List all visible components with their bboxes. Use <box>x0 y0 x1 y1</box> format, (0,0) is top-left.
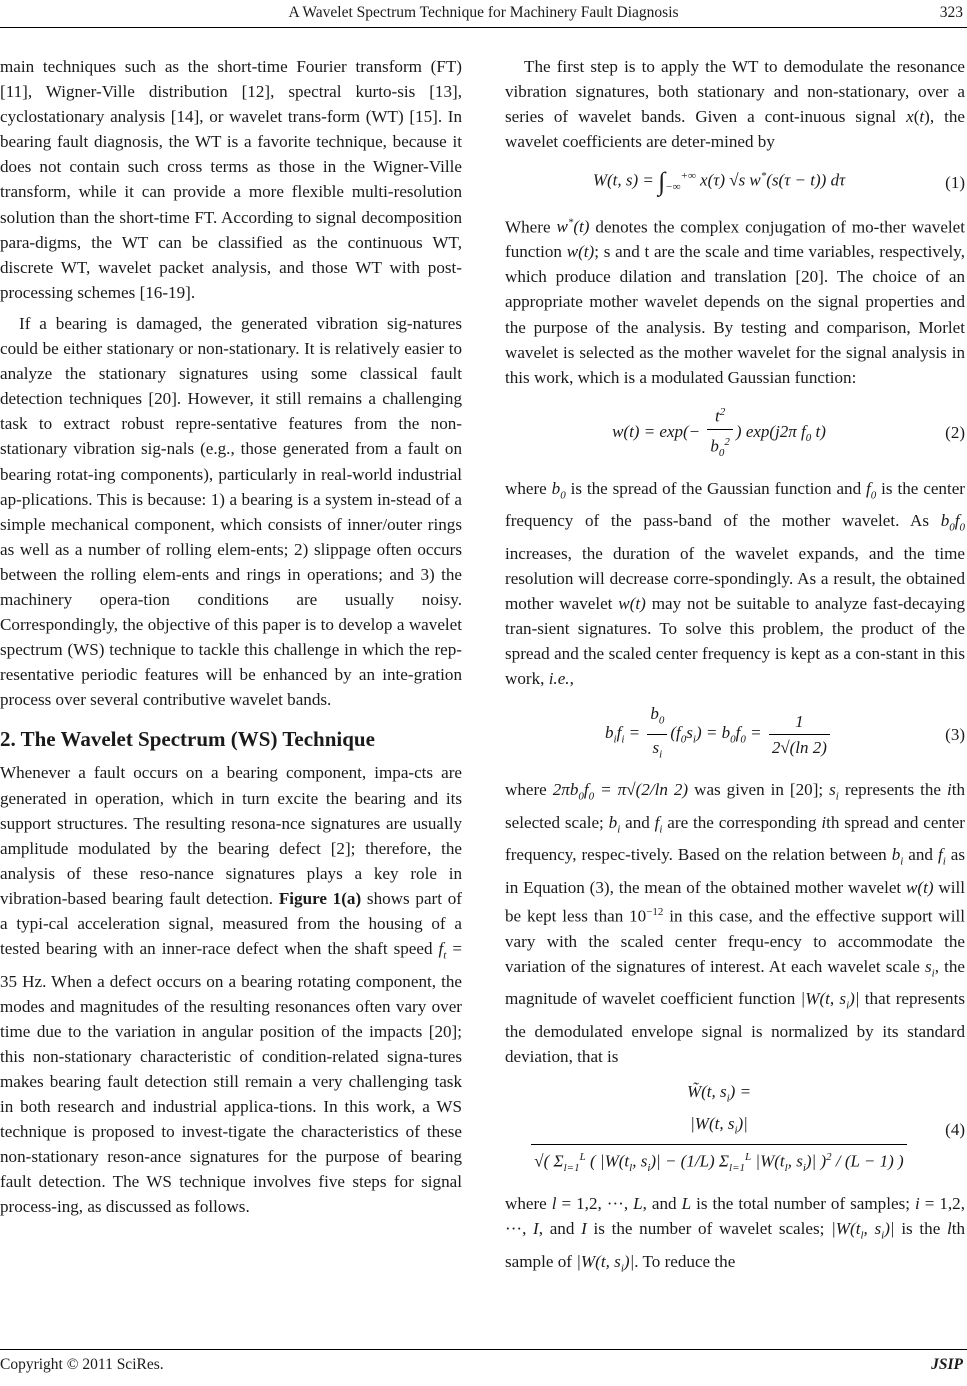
equation-body: w(t) = exp(− $\frac{t^2}{b_0^2}$ ) exp(j2π $f_0$ t) <box>505 400 933 466</box>
paragraph: main techniques such as the short-time Fourier transform (FT) [11], Wigner-Ville distribution [12], spectral kurto-sis [13], cyclostationary analysis [14], or wavelet trans-form (WT) [15]. In bearing fault diagnosis, the WT is a favorite technique, because it does not contain such cross terms as those in the Wigner-Ville transform, while it can provide a more flexible multi-resolution solution than the short-time FT. According to signal decomposition para-digms, the WT can be classified as the continuous WT, discrete WT, wavelet packet analysis, and those WT with post-processing schemes [16-19]. <box>0 57 462 302</box>
equation-number: (2) <box>945 423 965 443</box>
equation-number: (3) <box>945 724 965 744</box>
figure-reference: Figure 1(a) <box>278 888 362 908</box>
equation-1 <box>505 164 965 200</box>
copyright-notice: Copyright © 2011 SciRes. <box>0 1356 164 1373</box>
equation-3 <box>505 701 965 767</box>
paragraph: where l = 1,2, ···, L, and L is the total number of samples; i = 1,2, ···, I, and I is the number of wavelet scales; $|W(t_l$, $s_i)|$ is the lth sample of |W(t, $s_i)|$. To reduce the <box>505 1194 966 1275</box>
footer-rule <box>0 1349 967 1350</box>
equation-number: (1) <box>945 172 965 192</box>
header-rule <box>0 27 967 28</box>
running-title: A Wavelet Spectrum Technique for Machinery Fault Diagnosis <box>288 4 679 21</box>
equation-body: W(t, $s) = \int_{-\infty}^{+\infty}$ x(τ) √s w*(s(τ − t)) dτ <box>592 167 846 197</box>
section-heading: 2. The Wavelet Spectrum (WS) Technique <box>0 727 375 752</box>
paragraph: If a bearing is damaged, the generated vibration sig-natures could be either stationary or non-stationary. It is relatively easier to analyze the stationary signatures using some classical fault detection techniques [20]. However, it still remains a challenging task to extract robust repre-sentative features from the non-stationary vibration sig-nals (e.g., those generated from a fault on bearing rotat-ing components), particularly in real-world industrial ap-plications. This is because: 1) a bearing is a system in-stead of a simple mechanical component, which consists of inner/outer rings as well as a number of rolling elem-ents; 2) slippage often occurs between the rolling elem-ents and rings in operations; and 3) the machinery opera-tion conditions are usually noisy. Correspondingly, the objective of this paper is to develop a wavelet spectrum (WS) technique to tackle this challenge in which the rep-resentative periodic features will be enhanced by an inte-gration process over several contributive wavelet bands. <box>0 313 462 710</box>
paragraph: The first step is to apply the WT to demodulate the resonance vibration signatures, both stationary and non-stationary, over a series of wavelet bands. Given a cont-inuous signal x(t), the wavelet coefficients are deter-mined by <box>505 57 965 152</box>
page-header <box>0 4 967 26</box>
equation-2 <box>505 400 965 466</box>
page-number: 323 <box>939 4 963 21</box>
left-column <box>0 54 462 1220</box>
paragraph: where $b_0$ is the spread of the Gaussian function and $f_0$ is the center frequency of the pass-band of the mother wavelet. As $b_0f_0$ increases, the duration of the wavelet expands, and the time resolution will decrease corre-spondingly. As a result, the obtained mother wavelet w(t) may not be suitable to analyze fast-decaying tran-sient signatures. To solve this problem, the product of the spread and the scaled center frequency is kept as a con-stant in this work, i.e., <box>505 478 965 689</box>
paragraph: Where w*(t) denotes the complex conjugation of mo-ther wavelet function w(t); s and t are the scale and time variables, respectively, which produce dilation and translation [20]. The choice of an appropriate mother wavelet depends on the signal properties and the purpose of the analysis. By testing and comparison, Morlet wavelet is selected as the mother wavelet for the signal analysis in this work, which is a modulated Gaussian function: <box>505 216 965 387</box>
equation-number: (4) <box>945 1120 965 1140</box>
paragraph: Whenever a fault occurs on a bearing component, impa-cts are generated in operation, which in turn excite the bearing and its support structures. The resulting resona-nce signatures are usually amplitude modulated by the bearing defect [2]; therefore, the analysis of these reso-nance signatures plays a key role in vibration-based bearing fault detection. Figure 1(a) shows part of a typi-cal acceleration signal, measured from the housing of a tested bearing with an inner-race defect when the shaft speed $f_t = 35$ Hz. When a defect occurs on a bearing rotating component, the modes and magnitudes of the resulting resonances often vary over time due to the variation in angular position of the impacts [20]; this non-stationary characteristic of condition-related signa-tures makes bearing fault detection still remain a very challenging task in both research and industrial applica-tions. In this work, a WS technique is proposed to invest-tigate the characteristics of these non-stationary reson-ance signatures for the purpose of bearing fault detection. The WS technique involves five steps for signal process-ing, as discussed as follows. <box>0 763 462 1217</box>
equation-4 <box>505 1079 965 1181</box>
right-column <box>505 54 965 1281</box>
equation-body: W̃(t, $s_i$) = |W(t, $s_i)|$ √( $\Sigma_{l=1}^L$ ( $|W(t_l$, $s_i)| - (1/L)$ $\Sigma_{l=1}^L$ $|W(t_l$, $s_i)|$ )$^2$ / (L − 1) ) <box>505 1079 933 1181</box>
equation-body: $b_if_i$ = $\frac{b_0}{s_i}$ $(f_0s_i) = b_0f_0$ = $\frac{1}{2√(\ln 2)}$ <box>505 701 933 767</box>
paragraph: where $2\pi b_0f_0 = \pi√(2/\ln$ 2) was given in [20]; $s_i$ represents the ith selected scale; $b_i$ and $f_i$ are the corresponding ith spread and center frequency, respec-tively. Based on the relation between $b_i$ and $f_i$ as in Equation (3), the mean of the obtained mother wavelet w(t) will be kept less than $10^{-12}$ in this case, and the effective support will vary with the scaled center frequ-ency to accommodate the variation of the signatures of interest. At each wavelet scale $s_i$, the magnitude of wavelet coefficient function |W(t, $s_i)|$ that represents the demodulated envelope signal is normalized by its standard deviation, that is <box>505 780 966 1066</box>
journal-abbreviation: JSIP <box>931 1356 963 1373</box>
